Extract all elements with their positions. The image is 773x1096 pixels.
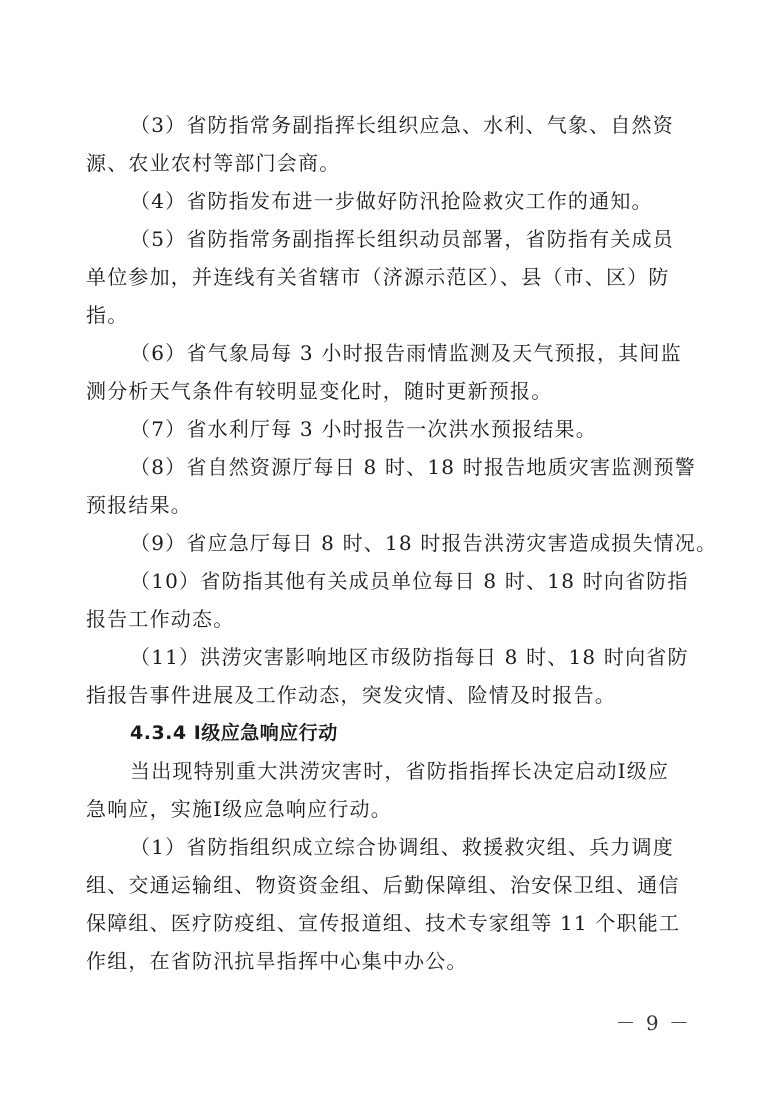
text-line: （3）省防指常务副指挥长组织应急、水利、气象、自然资 (130, 113, 674, 137)
text-line: 指。 (86, 303, 129, 327)
text-line: （1）省防指组织成立综合协调组、救援救灾组、兵力调度 (130, 835, 674, 859)
text-line: （10）省防指其他有关成员单位每日 8 时、18 时向省防指 (130, 569, 689, 593)
text-line: （9）省应急厅每日 8 时、18 时报告洪涝灾害造成损失情况。 (130, 531, 718, 555)
section-paragraph-item-1 (86, 828, 690, 980)
section-heading: 4.3.4 Ⅰ级应急响应行动 (130, 722, 338, 744)
text-line: （8）省自然资源厅每日 8 时、18 时报告地质灾害监测预警 (130, 455, 696, 479)
text-line: 报告工作动态。 (86, 607, 235, 631)
text-line: （6）省气象局每 3 小时报告雨情监测及天气预报，其间监 (130, 341, 682, 365)
text-line: （11）洪涝灾害影响地区市级防指每日 8 时、18 时向省防 (130, 645, 689, 669)
paragraph-item-3 (86, 106, 690, 182)
paragraph-item-6 (86, 334, 690, 410)
paragraph-item-5 (86, 220, 690, 334)
page-number: － 9 － (615, 1011, 691, 1035)
text-line: 预报结果。 (86, 493, 192, 517)
text-line: 组、交通运输组、物资资金组、后勤保障组、治安保卫组、通信 (86, 873, 680, 897)
text-line: 单位参加，并连线有关省辖市（济源示范区）、县（市、区）防 (86, 265, 670, 289)
text-line: 急响应，实施Ⅰ级应急响应行动。 (86, 797, 392, 821)
paragraph-item-4 (86, 182, 690, 220)
text-line: 源、农业农村等部门会商。 (86, 151, 341, 175)
text-line: （5）省防指常务副指挥长组织动员部署，省防指有关成员 (130, 227, 674, 251)
paragraph-item-11 (86, 638, 690, 714)
text-line: 作组，在省防汛抗旱指挥中心集中办公。 (86, 949, 468, 973)
paragraph-item-8 (86, 448, 696, 524)
paragraph-item-9 (86, 524, 718, 562)
text-line: （7）省水利厅每 3 小时报告一次洪水预报结果。 (130, 417, 597, 441)
text-line: 测分析天气条件有较明显变化时，随时更新预报。 (86, 379, 553, 403)
text-line: 指报告事件进展及工作动态，突发灾情、险情及时报告。 (86, 683, 616, 707)
paragraph-item-10 (86, 562, 690, 638)
document-body (86, 106, 718, 980)
text-line: 当出现特别重大洪涝灾害时，省防指指挥长决定启动Ⅰ级应 (130, 759, 670, 783)
paragraph-item-7 (86, 410, 690, 448)
section-paragraph-intro (86, 752, 690, 828)
text-line: （4）省防指发布进一步做好防汛抢险救灾工作的通知。 (130, 189, 653, 213)
text-line: 保障组、医疗防疫组、宣传报道组、技术专家组等 11 个职能工 (86, 911, 681, 935)
